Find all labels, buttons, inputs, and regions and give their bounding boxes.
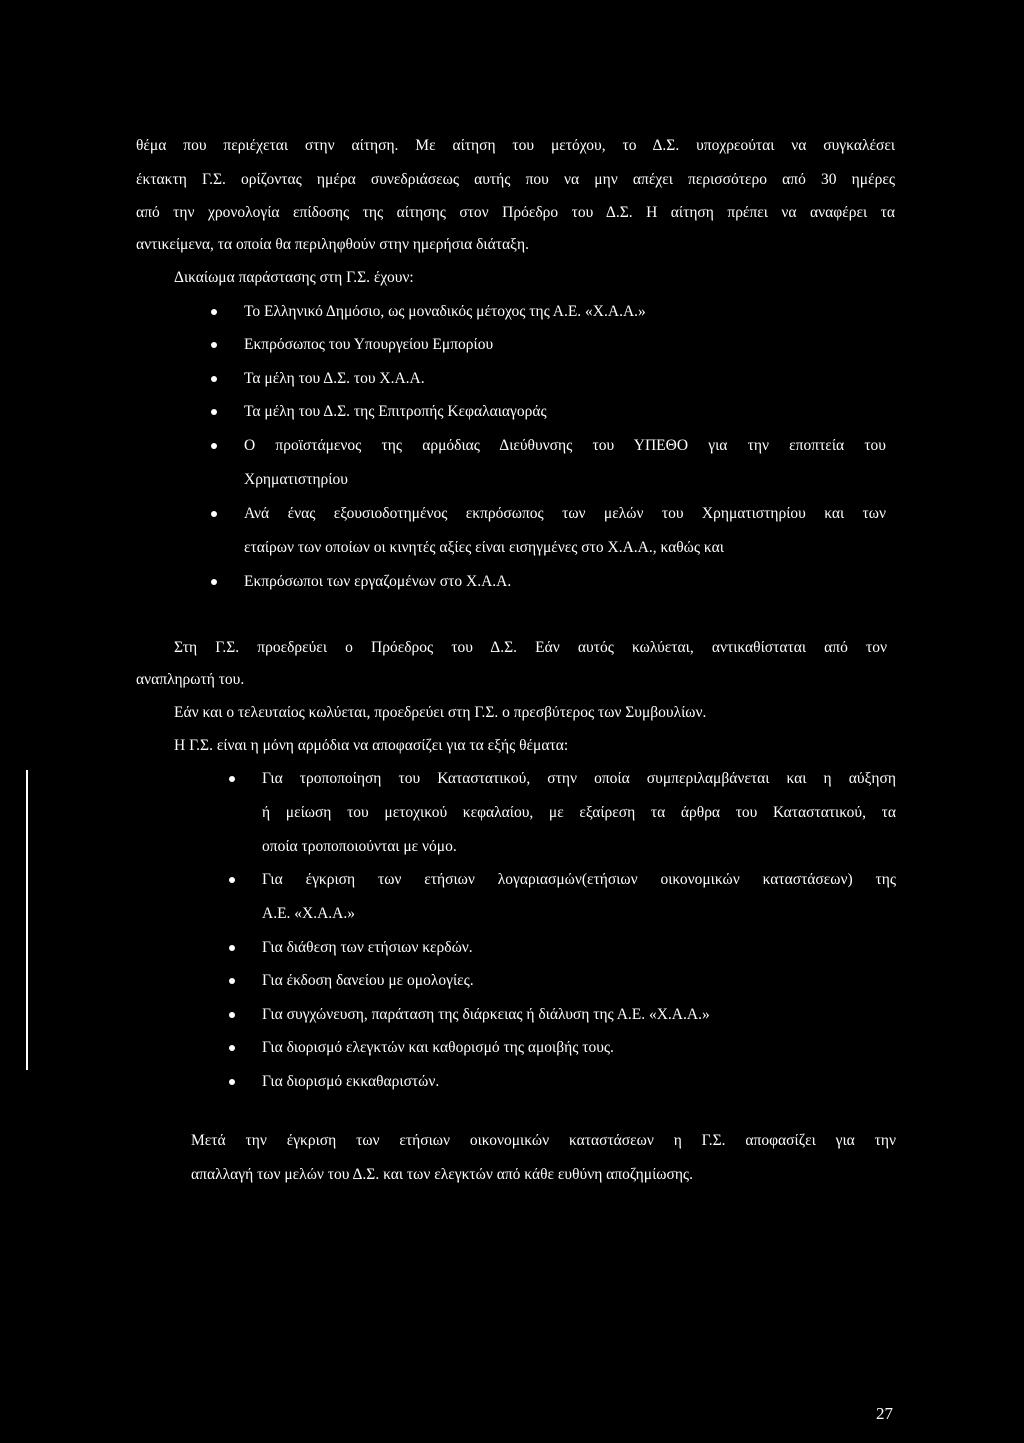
bullet-icon [229, 877, 235, 883]
list-item-continuation: Α.Ε. «Χ.Α.Α.» [262, 905, 355, 922]
list-item: Τα μέλη του Δ.Σ. του Χ.Α.Α. [244, 370, 425, 387]
list-item: Εκπρόσωποι των εργαζομένων στο Χ.Α.Α. [244, 573, 512, 590]
list-item: Τα μέλη του Δ.Σ. της Επιτροπής Κεφαλαιαγοράς [244, 403, 547, 420]
list-item: Εκπρόσωπος του Υπουργείου Εμπορίου [244, 336, 494, 353]
bullet-icon [211, 309, 217, 315]
list-item: Ανά ένας εξουσιοδοτημένος εκπρόσωπος των μελών του Χρηματιστηρίου και των [244, 505, 886, 522]
bullet-icon [211, 342, 217, 348]
paragraph-line: Μετά την έγκριση των ετήσιων οικονομικών καταστάσεων η Γ.Σ. αποφασίζει για την [191, 1132, 896, 1149]
bullet-icon [229, 978, 235, 984]
section-heading: Δικαίωμα παράστασης στη Γ.Σ. έχουν: [174, 269, 414, 286]
list-item-continuation: οποία τροποποιούνται με νόμο. [262, 838, 457, 855]
bullet-icon [229, 945, 235, 951]
list-item: Το Ελληνικό Δημόσιο, ως μοναδικός μέτοχος της Α.Ε. «Χ.Α.Α.» [244, 303, 646, 320]
bullet-icon [211, 443, 217, 449]
list-item: Για τροποποίηση του Καταστατικού, στην οποία συμπεριλαμβάνεται και η αύξηση [262, 770, 896, 787]
bullet-icon [229, 1079, 235, 1085]
list-item-continuation: εταίρων των οποίων οι κινητές αξίες είναι εισηγμένες στο Χ.Α.Α., καθώς και [244, 539, 724, 556]
paragraph-line: αναπληρωτή του. [136, 671, 245, 688]
paragraph-line: αντικείμενα, τα οποία θα περιληφθούν στην ημερήσια διάταξη. [136, 236, 529, 253]
paragraph-line: από την χρονολογία επίδοσης της αίτησης στον Πρόεδρο του Δ.Σ. Η αίτηση πρέπει να αναφέρει τα [136, 204, 895, 221]
list-item: Για έκδοση δανείου με ομολογίες. [262, 972, 474, 989]
list-item: Ο προϊστάμενος της αρμόδιας Διεύθυνσης του ΥΠΕΘΟ για την εποπτεία του [244, 437, 886, 454]
margin-rule [26, 770, 28, 1070]
paragraph-line: θέμα που περιέχεται στην αίτηση. Με αίτηση του μετόχου, το Δ.Σ. υποχρεούται να συγκαλέσει [136, 137, 895, 154]
paragraph-line: έκτακτη Γ.Σ. ορίζοντας ημέρα συνεδριάσεως αυτής που να μην απέχει περισσότερο από 30 ημέρες [136, 171, 895, 188]
list-item-continuation: Χρηματιστηρίου [244, 471, 348, 488]
paragraph-line: απαλλαγή των μελών του Δ.Σ. και των ελεγκτών από κάθε ευθύνη αποζημίωσης. [191, 1166, 693, 1183]
bullet-icon [229, 776, 235, 782]
bullet-icon [229, 1012, 235, 1018]
list-item: Για διάθεση των ετήσιων κερδών. [262, 939, 473, 956]
paragraph-line: Στη Γ.Σ. προεδρεύει ο Πρόεδρος του Δ.Σ. Εάν αυτός κωλύεται, αντικαθίσταται από τον [174, 639, 887, 656]
list-item: Για διορισμό εκκαθαριστών. [262, 1073, 440, 1090]
bullet-icon [211, 511, 217, 517]
page-number: 27 [876, 1404, 893, 1423]
bullet-icon [211, 409, 217, 415]
bullet-icon [229, 1045, 235, 1051]
paragraph-line: Εάν και ο τελευταίος κωλύεται, προεδρεύει στη Γ.Σ. ο πρεσβύτερος των Συμβουλίων. [174, 704, 707, 721]
bullet-icon [211, 376, 217, 382]
list-item: Για διορισμό ελεγκτών και καθορισμό της αμοιβής τους. [262, 1039, 614, 1056]
paragraph-line: Η Γ.Σ. είναι η μόνη αρμόδια να αποφασίζει για τα εξής θέματα: [174, 737, 569, 754]
bullet-icon [211, 579, 217, 585]
list-item: Για έγκριση των ετήσιων λογαριασμών(ετήσιων οικονομικών καταστάσεων) της [262, 871, 896, 888]
list-item-continuation: ή μείωση του μετοχικού κεφαλαίου, με εξαίρεση τα άρθρα του Καταστατικού, τα [262, 804, 896, 821]
list-item: Για συγχώνευση, παράταση της διάρκειας ή διάλυση της Α.Ε. «Χ.Α.Α.» [262, 1006, 710, 1023]
